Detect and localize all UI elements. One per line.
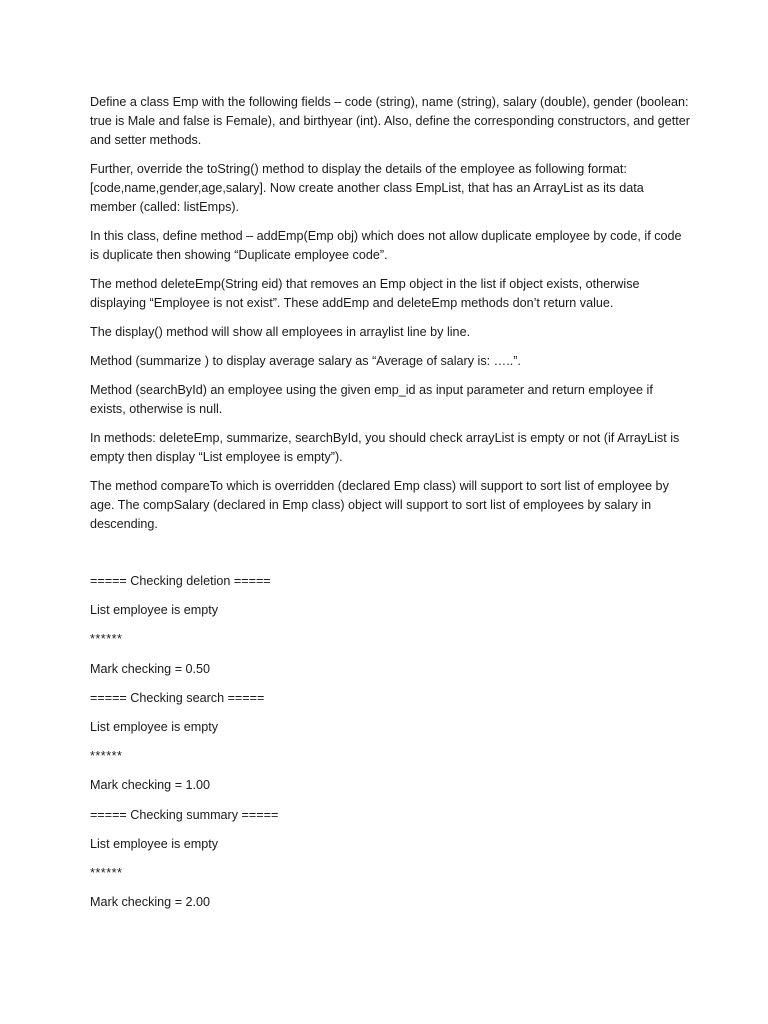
deletion-header: ===== Checking deletion ===== (90, 574, 271, 588)
deletion-mark: Mark checking = 0.50 (90, 661, 211, 676)
deletion-message: List employee is empty (90, 603, 219, 618)
paragraph-class-definition: Define a class Emp with the following fields – code (string), name (string), salary (double), gender (boolean: true is Male and false is Female), and birthyear (int). Also, define the corresponding constructors, and getter and setter methods. (90, 95, 690, 147)
output-block (90, 572, 690, 922)
paragraph-add-emp: In this class, define method – addEmp(Emp obj) which does not allow duplicate employee by code, if code is duplicate then showing “Duplicate employee code”. (90, 229, 682, 262)
paragraph-empty-check: In methods: deleteEmp, summarize, searchById, you should check arrayList is empty or not (if ArrayList is empty then display “List employee is empty”). (90, 431, 680, 464)
deletion-stars: ****** (90, 632, 123, 647)
summary-stars: ****** (90, 865, 123, 880)
document-body (90, 93, 690, 922)
search-mark: Mark checking = 1.00 (90, 778, 211, 793)
search-message: List employee is empty (90, 719, 219, 734)
summary-message: List employee is empty (90, 836, 219, 851)
section-spacer (90, 544, 690, 572)
paragraph-search: Method (searchById) an employee using the given emp_id as input parameter and return employee if exists, otherwise is null. (90, 383, 653, 416)
paragraph-compare: The method compareTo which is overridden (declared Emp class) will support to sort list of employee by age. The compSalary (declared in Emp class) object will support to sort list of employees by salary in descending. (90, 479, 669, 531)
paragraph-tostring: Further, override the toString() method to display the details of the employee as following format: [code,name,gender,age,salary]. Now create another class EmpList, that has an ArrayList as its data member (called: listEmps). (90, 162, 644, 214)
search-header: ===== Checking search ===== (90, 690, 265, 705)
paragraph-delete-emp: The method deleteEmp(String eid) that removes an Emp object in the list if object exists, otherwise displaying “Employee is not exist”. These addEmp and deleteEmp methods don’t return value. (90, 277, 640, 310)
paragraph-summarize: Method (summarize ) to display average salary as “Average of salary is: …..”. (90, 354, 521, 368)
summary-mark: Mark checking = 2.00 (90, 895, 211, 910)
search-stars: ****** (90, 749, 123, 764)
paragraph-display: The display() method will show all employees in arraylist line by line. (90, 325, 471, 339)
summary-header: ===== Checking summary ===== (90, 807, 279, 822)
